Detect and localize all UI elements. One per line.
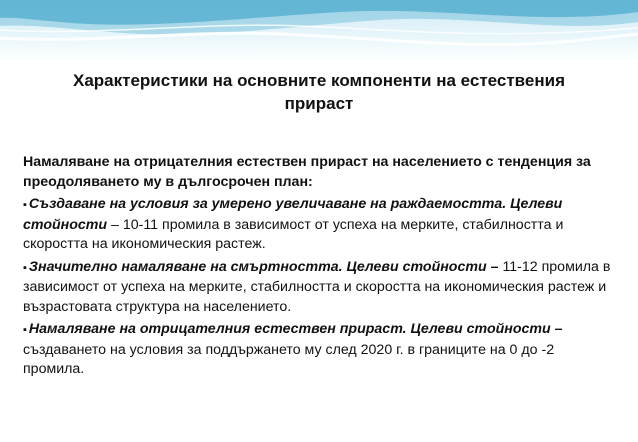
bullet-emphasis: Създаване на условия за умерено увеличаване на раждаемостта. Целеви стойности [23, 196, 563, 233]
decorative-wave-banner [0, 0, 638, 62]
bullet-text: 11-12 промила в зависимост от успеха на мерките, стабилността и скоростта на икономическия растеж и възрастовата структура на населението. [23, 258, 611, 315]
bullet-dash: – [486, 258, 503, 275]
slide-title [20, 69, 618, 115]
slide-title-line-1: Характеристики на основните компоненти на естествения [72, 71, 565, 90]
bullet-item [23, 258, 613, 318]
bullet-marker: ▪ [23, 199, 27, 211]
bullet-marker: ▪ [23, 261, 27, 274]
bullet-dash: – [550, 321, 563, 337]
bullet-text: създаването на условия за поддържането му след 2020 г. в границите на 0 до -2 промила. [23, 341, 555, 377]
bullet-emphasis: Намаляване на отрицателния естествен прираст. Целеви стойности [28, 321, 551, 337]
slide-title-line-2: прираст [284, 94, 354, 113]
bullet-dash: – [107, 216, 123, 233]
bullet-item [23, 320, 613, 380]
bullet-text: 10-11 промила в зависимост от успеха на мерките, стабилността и скоростта на икономическия растеж. [23, 216, 564, 252]
intro-paragraph: Намаляване на отрицателния естествен прираст на населението с тенденция за преодоляването му в дългосрочен план: [23, 154, 591, 190]
bullet-marker: ▪ [23, 324, 27, 336]
slide-body [23, 153, 613, 383]
wave-graphic [0, 0, 638, 62]
bullet-item [23, 195, 613, 255]
bullet-emphasis: Значително намаляване на смъртността. Целеви стойности [28, 258, 487, 275]
